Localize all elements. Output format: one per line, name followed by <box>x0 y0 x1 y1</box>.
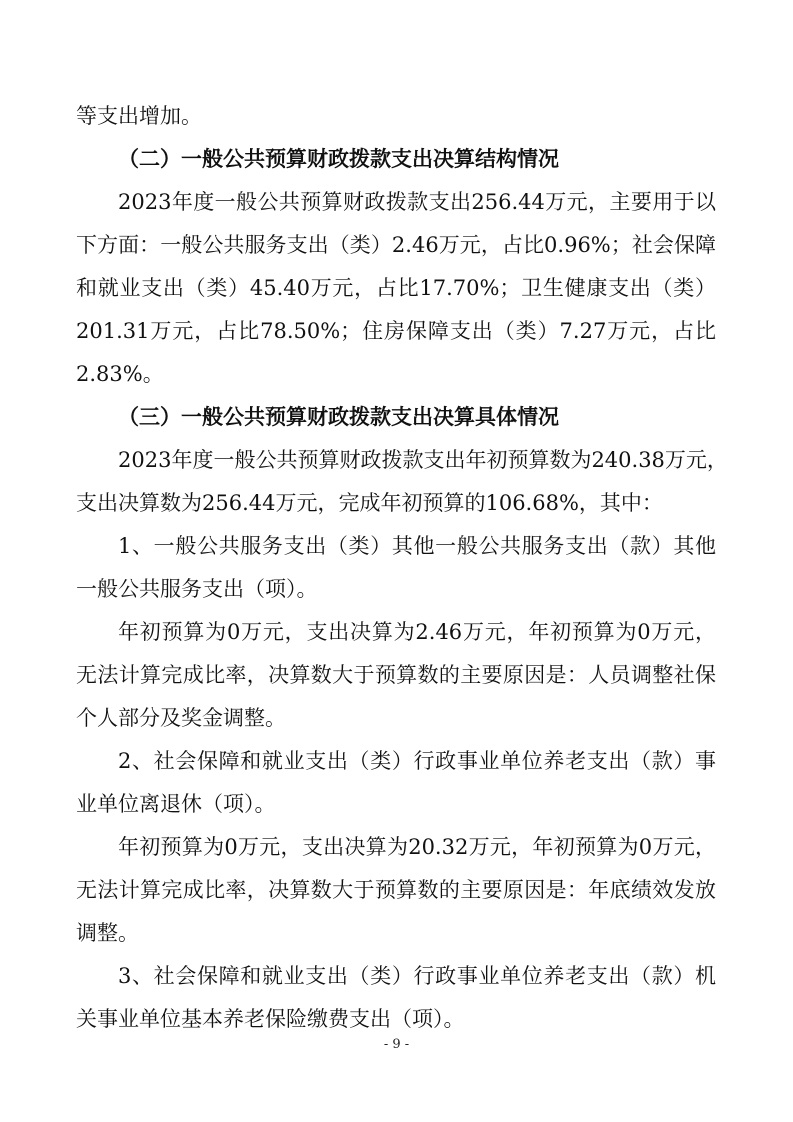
item-heading-line: 业单位离退休（项）。 <box>76 792 276 816</box>
paragraph-line: 年初预算为0万元，支出决算为20.32万元，年初预算为0万元， <box>118 835 716 859</box>
paragraph-line: 2.83%。 <box>76 362 164 386</box>
paragraph-line: 2023年度一般公共预算财政拨款支出年初预算数为240.38万元， <box>118 448 728 472</box>
item-heading-line: 1、一般公共服务支出（类）其他一般公共服务支出（款）其他 <box>118 534 716 558</box>
paragraph-line: 2023年度一般公共预算财政拨款支出256.44万元，主要用于以 <box>118 190 716 214</box>
paragraph-line: 个人部分及奖金调整。 <box>76 706 286 730</box>
paragraph-line: 等支出增加。 <box>76 104 202 128</box>
paragraph-line: 下方面：一般公共服务支出（类）2.46万元，占比0.96%；社会保障 <box>76 233 716 257</box>
page-number: - 9 - <box>383 1037 410 1052</box>
paragraph-line: 无法计算完成比率，决算数大于预算数的主要原因是：人员调整社保 <box>76 663 716 687</box>
section-heading-details: （三）一般公共预算财政拨款支出决算具体情况 <box>118 405 559 429</box>
item-heading-line: 一般公共服务支出（项）。 <box>76 577 318 601</box>
paragraph-line: 调整。 <box>76 921 139 945</box>
paragraph-line: 年初预算为0万元，支出决算为2.46万元，年初预算为0万元， <box>118 620 716 644</box>
item-heading-line: 3、社会保障和就业支出（类）行政事业单位养老支出（款）机 <box>118 964 716 988</box>
item-heading-line: 2、社会保障和就业支出（类）行政事业单位养老支出（款）事 <box>118 749 716 773</box>
paragraph-line: 无法计算完成比率，决算数大于预算数的主要原因是：年底绩效发放 <box>76 878 716 902</box>
item-heading-line: 关事业单位基本养老保险缴费支出（项）。 <box>76 1007 465 1031</box>
paragraph-line: 支出决算数为256.44万元，完成年初预算的106.68%，其中： <box>76 491 663 515</box>
section-heading-structure: （二）一般公共预算财政拨款支出决算结构情况 <box>118 147 559 171</box>
paragraph-line: 201.31万元，占比78.50%；住房保障支出（类）7.27万元，占比 <box>76 319 716 343</box>
paragraph-line: 和就业支出（类）45.40万元，占比17.70%；卫生健康支出（类） <box>76 276 716 300</box>
